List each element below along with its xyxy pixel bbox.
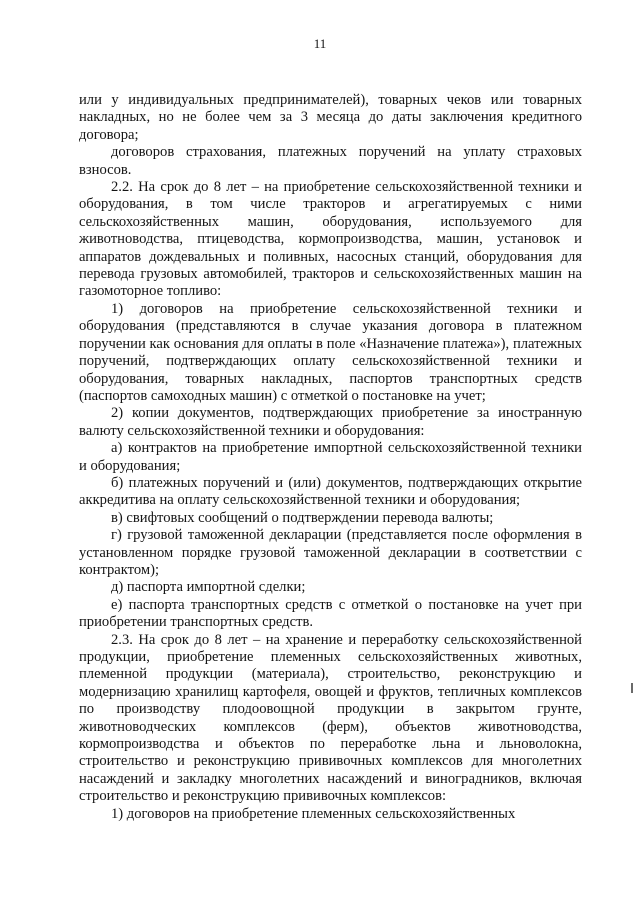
paragraph-item-v: в) свифтовых сообщений о подтверждении перевода валюты; xyxy=(111,509,494,526)
paragraph-2-3-item-1: 1) договоров на приобретение племенных сельскохозяйственных xyxy=(111,805,516,822)
page-number: 11 xyxy=(313,36,327,51)
scan-margin-mark xyxy=(631,683,633,693)
paragraph-2-2: 2.2. На срок до 8 лет – на приобретение сельскохозяйственной техники и оборудования, в том числе тракторов и агрегатируемых с ними сельскохозяйственных машин, оборудования, используемого для животноводства, птицеводства, кормопроизводства, машин, установок и аппаратов дождевальных и поливных, насосных станций, оборудования для перевода грузовых автомобилей, тракторов и сельскохозяйственных машин на газомоторное топливо: xyxy=(79,179,582,300)
paragraph-item-g: г) грузовой таможенной декларации (представляется после оформления в установленном порядке грузовой таможенной декларации в соответствии с контрактом); xyxy=(79,527,582,578)
paragraph-insurance: договоров страхования, платежных поручений на уплату страховых взносов. xyxy=(79,144,582,178)
paragraph-item-d: д) паспорта импортной сделки; xyxy=(111,579,306,596)
paragraph-item-b: б) платежных поручений и (или) документов, подтверждающих открытие аккредитива на оплату сельскохозяйственной техники и оборудования; xyxy=(79,474,582,509)
document-body xyxy=(79,92,582,823)
paragraph-item-a: а) контрактов на приобретение импортной сельскохозяйственной техники и оборудования; xyxy=(79,440,582,474)
paragraph-item-e: е) паспорта транспортных средств с отметкой о постановке на учет при приобретении транспортных средств. xyxy=(79,596,582,631)
paragraph-2-2-item-1: 1) договоров на приобретение сельскохозяйственной техники и оборудования (представляются в случае указания договора в платежном поручении как основания для оплаты в поле «Назначение платежа»), платежных поручений, подтверждающих оплату сельскохозяйственной техники и оборудования, товарных накладных, паспортов транспортных средств (паспортов самоходных машин) с отметкой о постановке на учет; xyxy=(79,300,582,404)
paragraph-2-2-item-2: 2) копии документов, подтверждающих приобретение за иностранную валюту сельскохозяйственной техники и оборудования: xyxy=(79,405,582,439)
paragraph-continuation: или у индивидуальных предпринимателей), товарных чеков или товарных накладных, но не более чем за 3 месяца до даты заключения кредитного договора; xyxy=(79,92,582,143)
paragraph-2-3: 2.3. На срок до 8 лет – на хранение и переработку сельскохозяйственной продукции, приобретение племенных сельскохозяйственных животных, племенной продукции (материала), строительство, реконструкцию и модернизацию хранилищ картофеля, овощей и фруктов, тепличных комплексов по производству плодоовощной продукции в закрытом грунте, животноводческих комплексов (ферм), объектов животноводства, кормопроизводства и объектов по переработке льна и льноволокна, строительство и реконструкцию прививочных комплексов для многолетних насаждений и закладку многолетних насаждений и виноградников, включая строительство и реконструкцию прививочных комплексов: xyxy=(79,631,582,805)
